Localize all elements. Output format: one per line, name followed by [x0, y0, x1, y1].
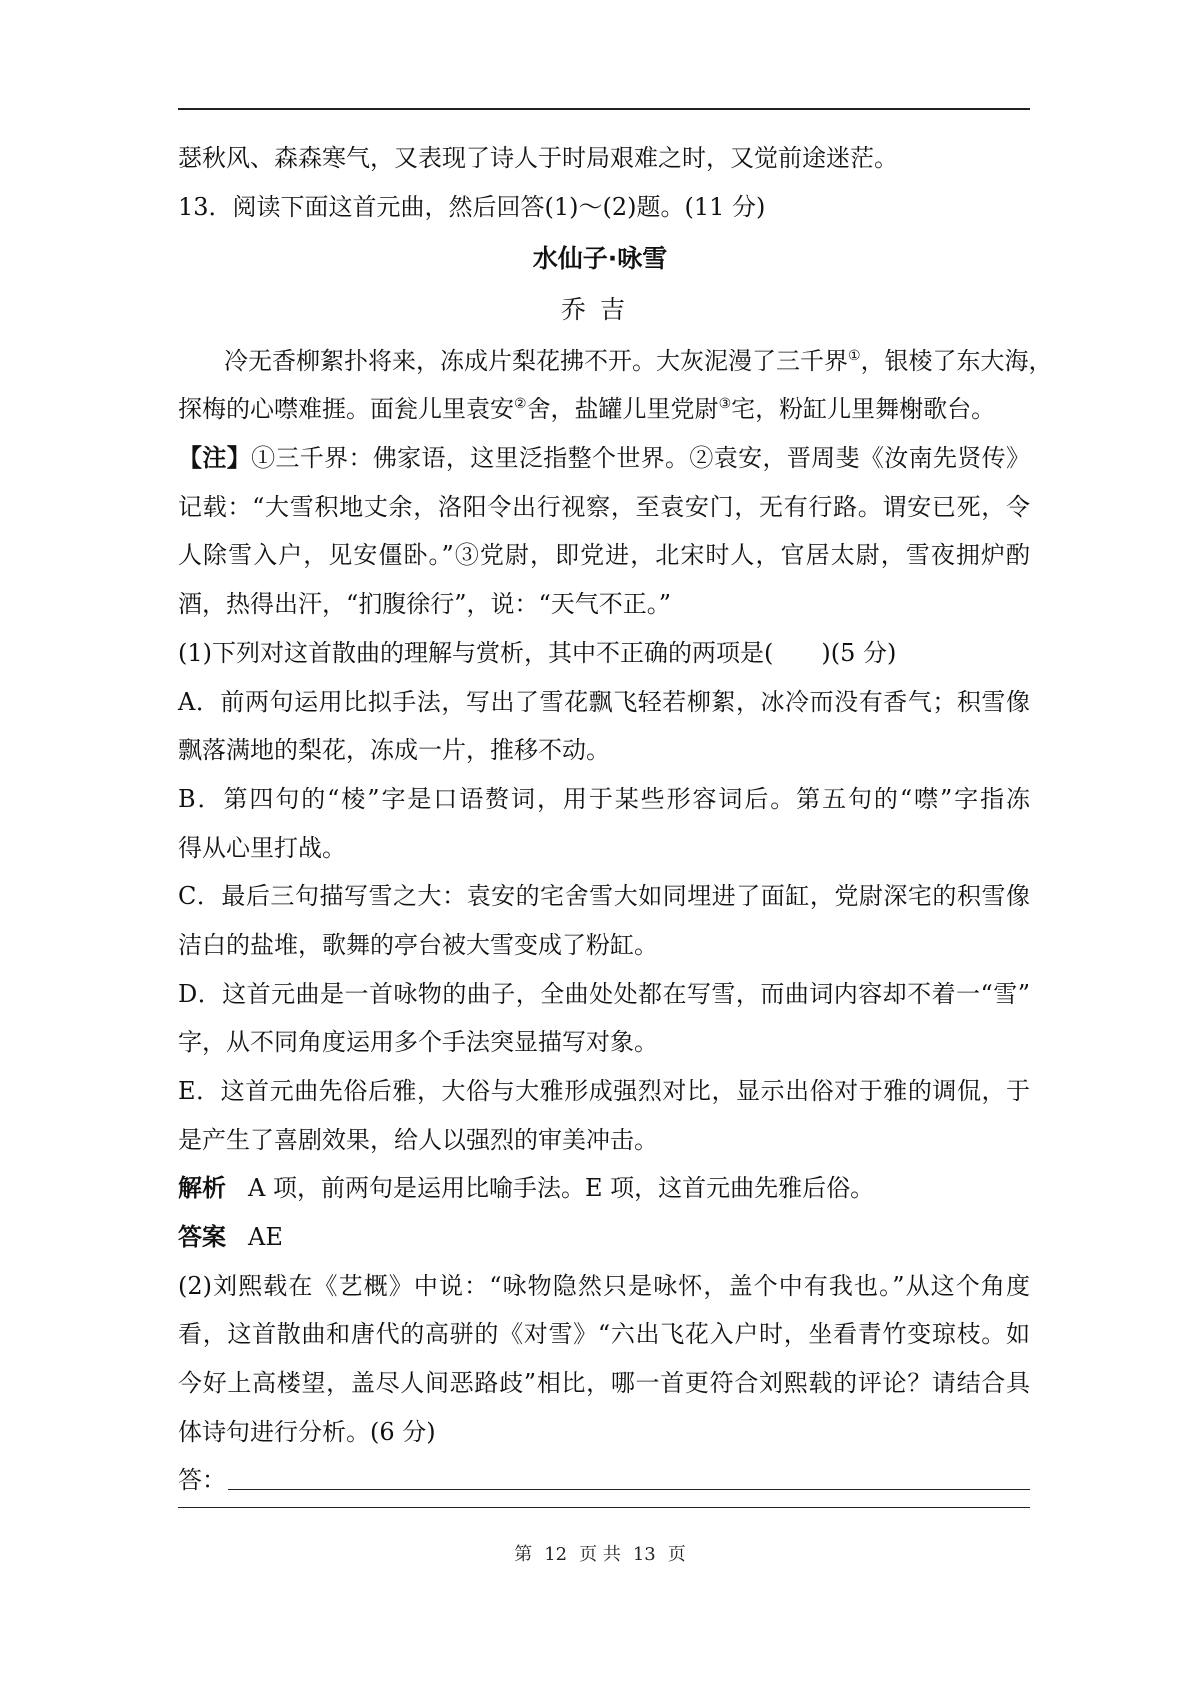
option-e-line-1: E．这首元曲先俗后雅，大俗与大雅形成强烈对比，显示出俗对于雅的调侃，于 — [178, 1077, 1030, 1105]
answer-blank-line-1[interactable] — [178, 1462, 1030, 1498]
analysis-line: 解析 A 项，前两句是运用比喻手法。E 项，这首元曲先雅后俗。 — [178, 1174, 875, 1202]
note-line-2: 记载：“大雪积地丈余，洛阳令出行视察，至袁安门，无有行路。谓安已死，令 — [178, 493, 1030, 521]
answer-blank-line-2[interactable] — [178, 1507, 1030, 1508]
note-line-1: 【注】①三千界：佛家语，这里泛指整个世界。②袁安，晋周斐《汝南先贤传》 — [178, 444, 1031, 472]
option-e-line-2: 是产生了喜剧效果，给人以强烈的审美冲击。 — [178, 1126, 658, 1154]
option-c-line-2: 洁白的盐堆，歌舞的亭台被大雪变成了粉缸。 — [178, 931, 658, 959]
analysis-label: 解析 — [178, 1174, 226, 1202]
footnote-mark-3: ③ — [718, 396, 732, 412]
poem-line-2: 探梅的心噤难捱。面瓮儿里袁安②舍，盐罐儿里党尉③宅，粉缸儿里舞榭歌台。 — [178, 395, 996, 423]
option-d-line-1: D．这首元曲是一首咏物的曲子，全曲处处都在写雪，而曲词内容却不着一“雪” — [178, 980, 1030, 1008]
question-13-stem: 13．阅读下面这首元曲，然后回答(1)～(2)题。(11 分) — [178, 193, 766, 221]
poem-author: 乔吉 — [560, 295, 639, 324]
option-b-line-2: 得从心里打战。 — [178, 834, 346, 862]
option-b-line-1: B．第四句的“棱”字是口语赘词，用于某些形容词后。第五句的“噤”字指冻 — [178, 785, 1030, 813]
continuation-line: 瑟秋风、森森寒气，又表现了诗人于时局艰难之时，又觉前途迷茫。 — [178, 144, 898, 172]
page-footer: 第 12 页 共 13 页 — [514, 1544, 686, 1565]
answer-key-line: 答案 AE — [178, 1223, 283, 1251]
answer-blank[interactable] — [228, 1489, 1030, 1490]
current-page-number: 12 — [544, 1544, 568, 1565]
footnote-mark-1: ① — [848, 348, 861, 364]
footnote-mark-2: ② — [514, 396, 527, 412]
answer-prompt: 答： — [178, 1466, 226, 1494]
note-line-4: 酒，热得出汗，“扪腹徐行”，说：“天气不正。” — [178, 590, 672, 618]
header-rule — [178, 108, 1030, 110]
sub-question-2-line-1: (2)刘熙载在《艺概》中说：“咏物隐然只是咏怀，盖个中有我也。”从这个角度 — [178, 1272, 1030, 1300]
answer-key-label: 答案 — [178, 1223, 226, 1251]
note-label: 【注】 — [178, 444, 252, 472]
sub-question-1: (1)下列对这首散曲的理解与赏析，其中不正确的两项是( )(5 分) — [178, 639, 897, 667]
poem-title: 水仙子·咏雪 — [532, 244, 668, 273]
option-a-line-2: 飘落满地的梨花，冻成一片，推移不动。 — [178, 736, 610, 764]
sub-question-2-line-4: 体诗句进行分析。(6 分) — [178, 1418, 436, 1446]
poem-line-1: 冷无香柳絮扑将来，冻成片梨花拂不开。大灰泥漫了三千界①，银棱了东大海， — [224, 347, 1053, 375]
sub-question-2-line-2: 看，这首散曲和唐代的高骈的《对雪》“六出飞花入户时，坐看青竹变琼枝。如 — [178, 1320, 1030, 1348]
option-d-line-2: 字，从不同角度运用多个手法突显描写对象。 — [178, 1028, 658, 1056]
note-line-3: 人除雪入户，见安僵卧。”③党尉，即党进，北宋时人，官居太尉，雪夜拥炉酌 — [178, 541, 1030, 569]
option-c-line-1: C．最后三句描写雪之大：袁安的宅舍雪大如同埋进了面缸，党尉深宅的积雪像 — [178, 882, 1030, 910]
sub-question-2-line-3: 今好上高楼望，盖尽人间恶路歧”相比，哪一首更符合刘熙载的评论？请结合具 — [178, 1369, 1030, 1397]
total-page-count: 13 — [632, 1544, 656, 1565]
option-a-line-1: A．前两句运用比拟手法，写出了雪花飘飞轻若柳絮，冰冷而没有香气；积雪像 — [178, 688, 1030, 716]
